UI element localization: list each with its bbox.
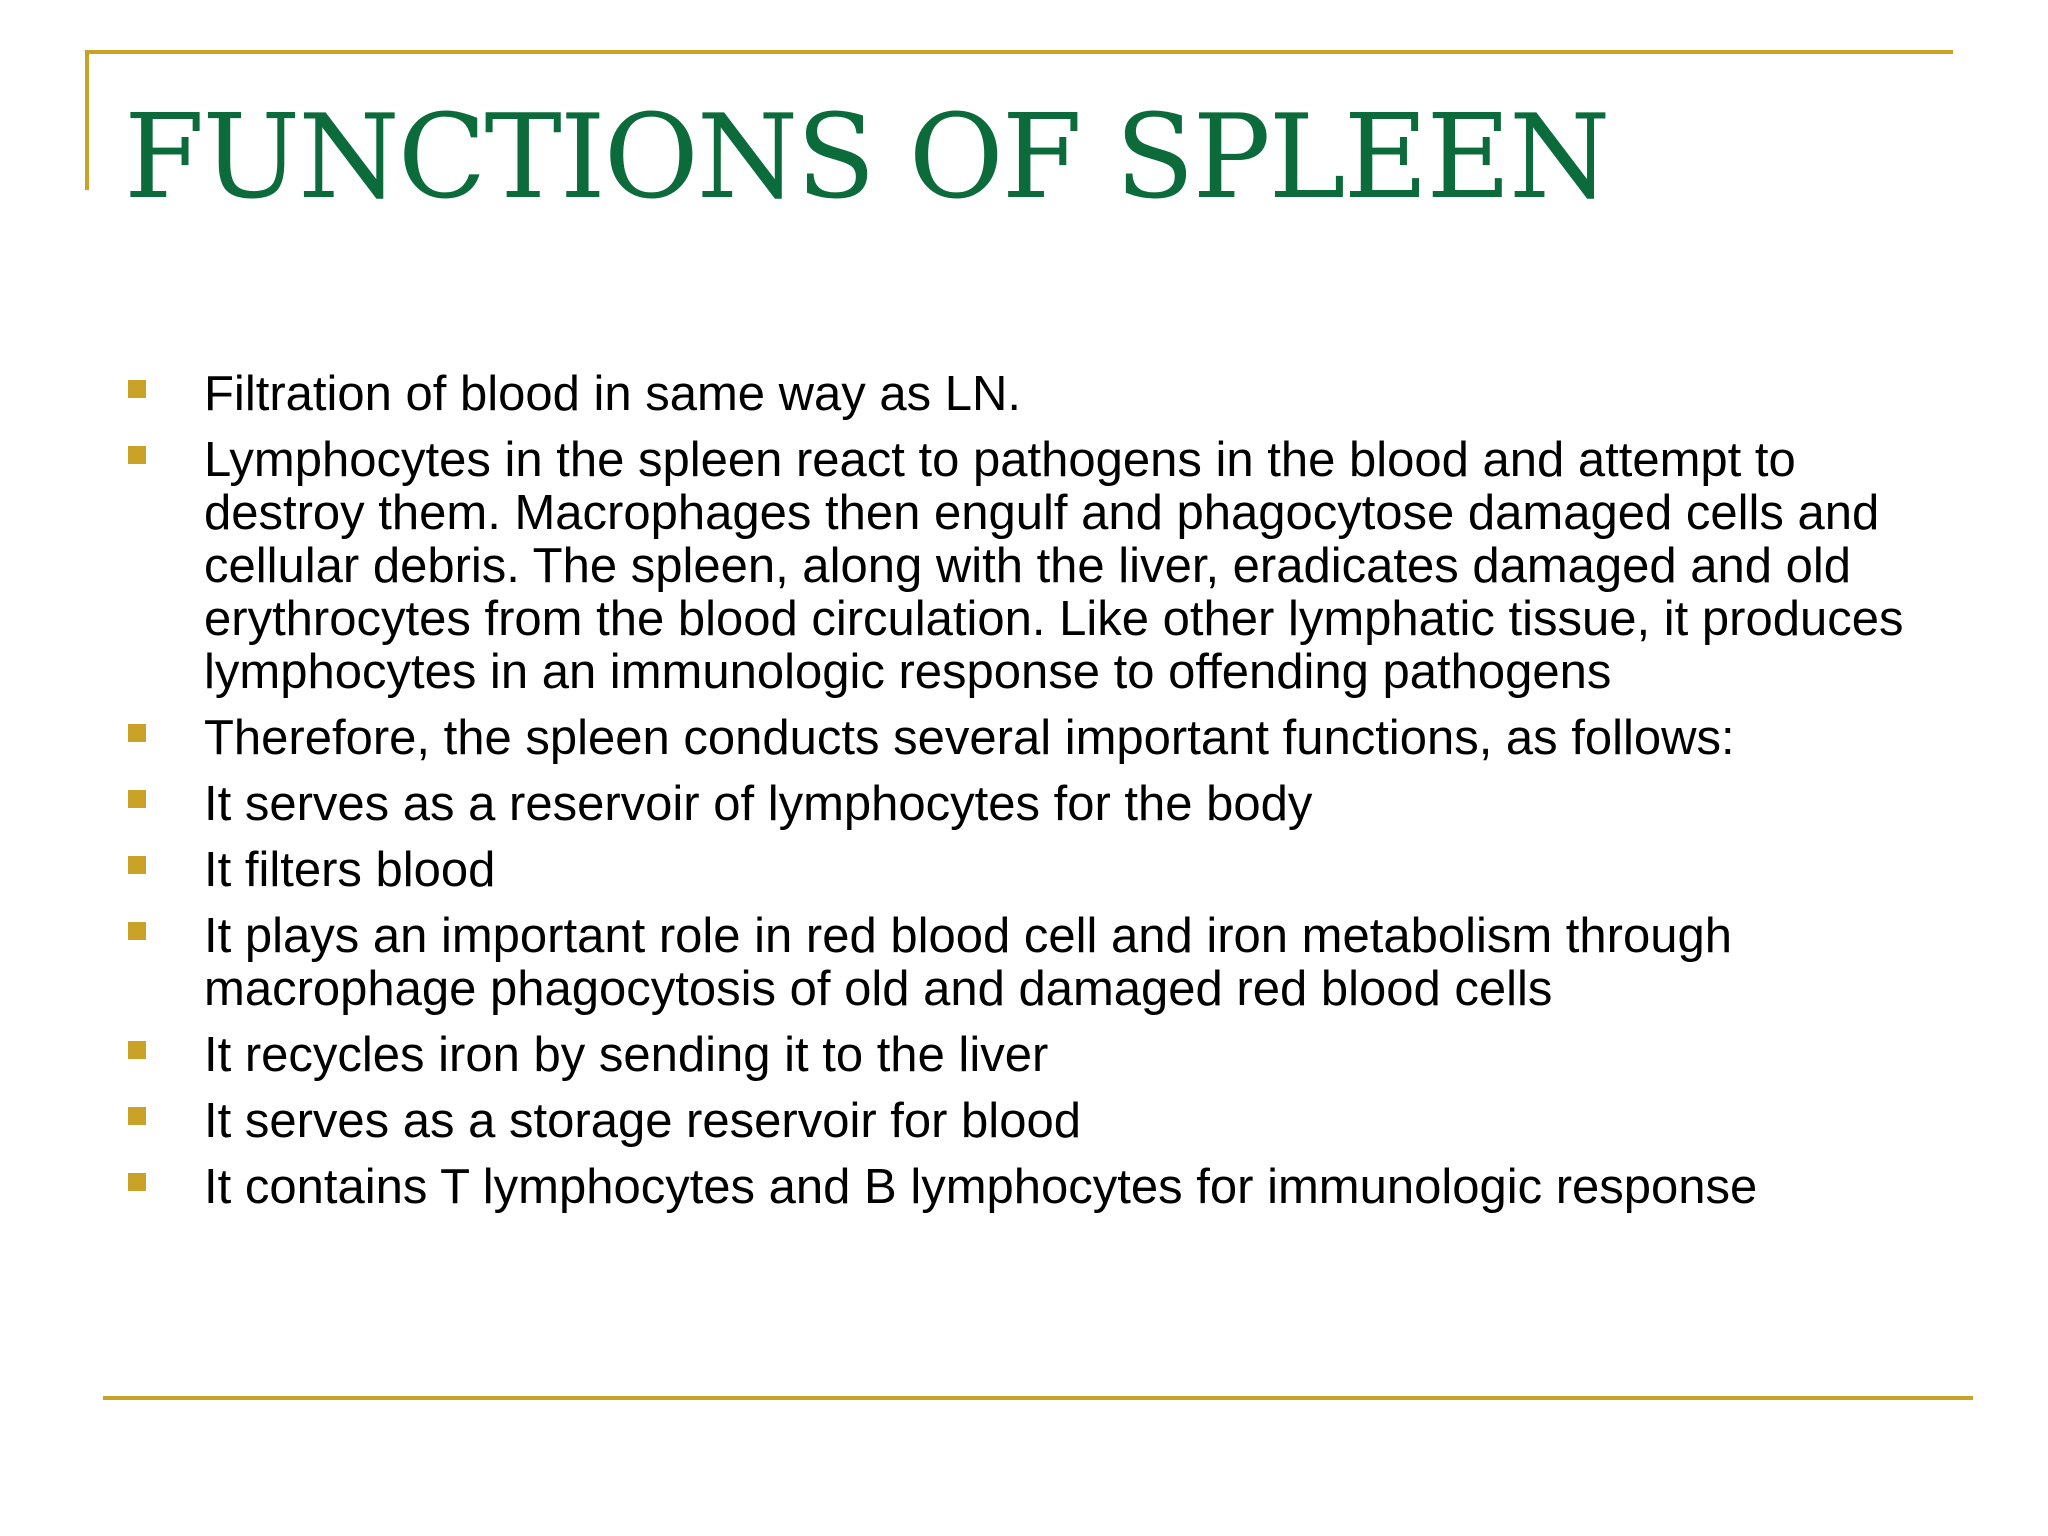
bullet-text: Filtration of blood in same way as LN. — [204, 367, 1022, 421]
bullet-item — [128, 368, 1958, 421]
square-bullet-icon — [128, 790, 146, 808]
bullet-text: It filters blood — [204, 843, 496, 897]
square-bullet-icon — [128, 1107, 146, 1125]
slide-title: FUNCTIONS OF SPLEEN — [124, 90, 1609, 225]
square-bullet-icon — [128, 922, 146, 940]
bullet-list — [128, 368, 1958, 1227]
bullet-text: Therefore, the spleen conducts several important functions, as follows: — [204, 711, 1735, 765]
bullet-text: Lymphocytes in the spleen react to pathogens in the blood and attempt to destroy them. Macrophages then engulf and phagocytose damaged cells and cellular debris. The spleen, along with the liver, eradicates damaged and old erythrocytes from the blood circulation. Like other lymphatic tissue, it produces lymphocytes in an immunologic response to offending pathogens — [204, 433, 1904, 699]
square-bullet-icon — [128, 446, 146, 464]
square-bullet-icon — [128, 724, 146, 742]
square-bullet-icon — [128, 1041, 146, 1059]
bullet-text: It plays an important role in red blood cell and iron metabolism through macrophage phagocytosis of old and damaged red blood cells — [204, 909, 1732, 1016]
bullet-text: It serves as a reservoir of lymphocytes for the body — [204, 777, 1313, 831]
left-accent-line — [85, 50, 89, 190]
bullet-item — [128, 910, 1958, 1016]
top-divider — [85, 50, 1953, 54]
bullet-item — [128, 1095, 1958, 1148]
bullet-item — [128, 844, 1958, 897]
square-bullet-icon — [128, 1173, 146, 1191]
square-bullet-icon — [128, 380, 146, 398]
square-bullet-icon — [128, 856, 146, 874]
bullet-text: It recycles iron by sending it to the liver — [204, 1028, 1049, 1082]
bottom-divider — [103, 1396, 1973, 1400]
bullet-item — [128, 1029, 1958, 1082]
bullet-item — [128, 434, 1958, 699]
bullet-text: It contains T lymphocytes and B lymphocytes for immunologic response — [204, 1160, 1758, 1214]
bullet-item — [128, 712, 1958, 765]
bullet-text: It serves as a storage reservoir for blood — [204, 1094, 1081, 1148]
bullet-item — [128, 1161, 1958, 1214]
bullet-item — [128, 778, 1958, 831]
